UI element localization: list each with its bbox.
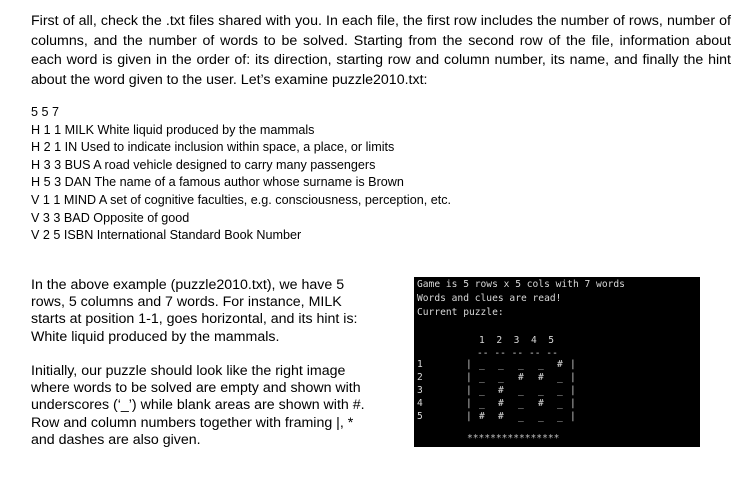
console-frame-right: | bbox=[570, 372, 576, 383]
console-grid-cell: # bbox=[498, 398, 504, 409]
console-frame-right: | bbox=[570, 398, 576, 409]
console-line-current: Current puzzle: bbox=[417, 307, 504, 318]
console-grid-cell: _ bbox=[479, 385, 485, 396]
console-grid-cell: _ bbox=[498, 372, 504, 383]
console-frame-right: | bbox=[570, 359, 576, 370]
console-line-read: Words and clues are read! bbox=[417, 293, 562, 304]
console-frame-left: | bbox=[466, 385, 472, 396]
console-row-number: 5 bbox=[417, 411, 423, 422]
console-frame-left: | bbox=[466, 398, 472, 409]
console-row-number: 1 bbox=[417, 359, 423, 370]
console-grid-cell: # bbox=[498, 385, 504, 396]
console-grid-cell: _ bbox=[518, 385, 524, 396]
console-grid-cell: _ bbox=[479, 372, 485, 383]
explanation-paragraph-2: Initially, our puzzle should look like the right image where words to be solved are empty and shown with underscores (‘_’) while blank areas are shown with #. Row and column numbers together with framing |, * and dashes are also given. bbox=[31, 363, 365, 448]
console-grid-cell: # bbox=[538, 398, 544, 409]
console-grid-cell: # bbox=[498, 411, 504, 422]
example-line: H 1 1 MILK White liquid produced by the mammals bbox=[31, 122, 315, 137]
console-frame-left: | bbox=[466, 411, 472, 422]
console-row-number: 2 bbox=[417, 372, 423, 383]
console-column-dashes: -- -- -- -- -- bbox=[477, 348, 558, 359]
console-row-number: 3 bbox=[417, 385, 423, 396]
console-grid-cell: _ bbox=[538, 385, 544, 396]
console-grid-cell: _ bbox=[557, 385, 563, 396]
console-grid-cell: _ bbox=[557, 372, 563, 383]
example-line: H 2 1 IN Used to indicate inclusion within space, a place, or limits bbox=[31, 140, 395, 155]
example-line: V 2 5 ISBN International Standard Book Number bbox=[31, 228, 302, 243]
example-line: H 3 3 BUS A road vehicle designed to carry many passengers bbox=[31, 157, 376, 172]
console-grid-cell: # bbox=[557, 359, 563, 370]
puzzle-file-example bbox=[31, 104, 631, 245]
console-frame-right: | bbox=[570, 411, 576, 422]
console-grid-cell: _ bbox=[557, 398, 563, 409]
console-grid-cell: _ bbox=[479, 359, 485, 370]
console-grid-cell: _ bbox=[518, 398, 524, 409]
console-bottom-border: **************** bbox=[467, 433, 560, 444]
explanation-paragraph-1: In the above example (puzzle2010.txt), we have 5 rows, 5 columns and 7 words. For instance, MILK starts at position 1-1, goes horizontal, and its hint is: White liquid produced by the mammals. bbox=[31, 277, 358, 345]
example-line: V 3 3 BAD Opposite of good bbox=[31, 210, 190, 225]
example-line: V 1 1 MIND A set of cognitive faculties, e.g. consciousness, perception, etc. bbox=[31, 192, 452, 207]
console-row-number: 4 bbox=[417, 398, 423, 409]
console-frame-left: | bbox=[466, 359, 472, 370]
example-line: H 5 3 DAN The name of a famous author whose surname is Brown bbox=[31, 175, 404, 190]
console-grid-cell: _ bbox=[518, 411, 524, 422]
intro-paragraph: First of all, check the .txt files shared with you. In each file, the first row includes the number of rows, number of columns, and the number of words to be solved. Starting from the second row of the file, information about each word is given in the order of: its direction, starting row and column number, its name, and finally the hint about the word given to the user. Let’s examine puzzle2010.txt: bbox=[31, 13, 731, 88]
console-grid-cell: _ bbox=[538, 359, 544, 370]
console-grid-cell: # bbox=[518, 372, 524, 383]
console-grid-cell: # bbox=[538, 372, 544, 383]
console-grid-cell: _ bbox=[498, 359, 504, 370]
console-frame-right: | bbox=[570, 385, 576, 396]
console-line-size: Game is 5 rows x 5 cols with 7 words bbox=[417, 279, 625, 290]
console-screenshot bbox=[414, 277, 700, 447]
console-column-header: 1 2 3 4 5 bbox=[479, 335, 555, 346]
console-grid-cell: _ bbox=[479, 398, 485, 409]
console-grid-cell: _ bbox=[538, 411, 544, 422]
example-line: 5 5 7 bbox=[31, 105, 60, 119]
console-frame-left: | bbox=[466, 372, 472, 383]
console-grid-cell: _ bbox=[518, 359, 524, 370]
console-grid-cell: # bbox=[479, 411, 485, 422]
console-grid-cell: _ bbox=[557, 411, 563, 422]
